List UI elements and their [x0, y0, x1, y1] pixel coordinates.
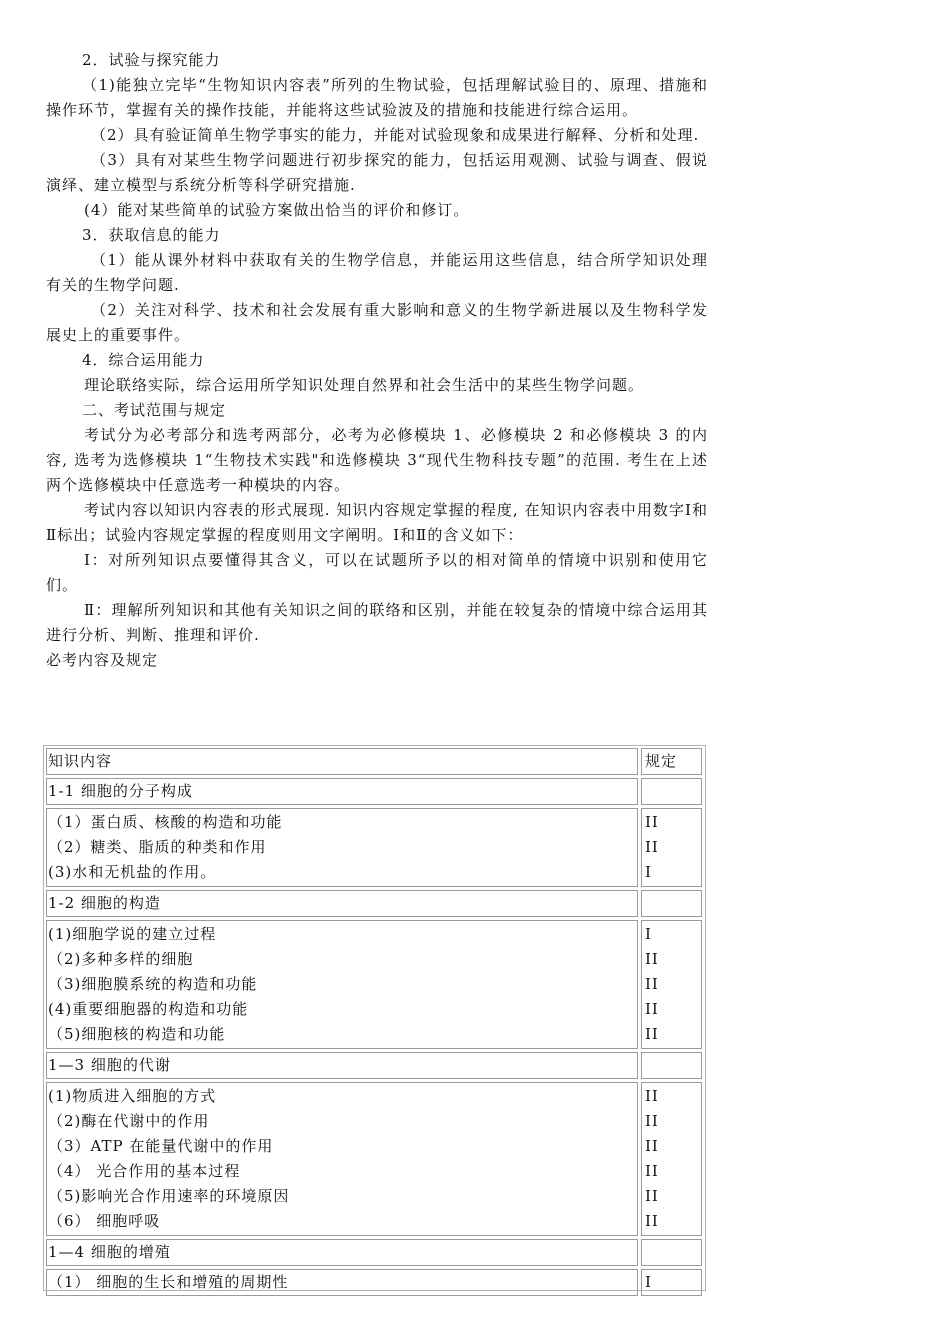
table-header-row — [46, 748, 703, 775]
item-level: II — [645, 950, 659, 968]
section-items-row — [46, 808, 703, 887]
item-level: II — [645, 1137, 659, 1155]
section-title-requirement — [641, 1239, 702, 1266]
item-level: II — [645, 1187, 659, 1205]
section-items-row — [46, 1269, 703, 1296]
paragraph: Ⅱ：理解所列知识和其他有关知识之间的联络和区别，并能在较复杂的情境中综合运用其进行分析、判断、推理和评价. — [46, 601, 708, 644]
item-level: II — [645, 1087, 659, 1105]
requirements-table — [43, 745, 706, 1291]
item-level: II — [645, 1000, 659, 1018]
item-level: II — [645, 1112, 659, 1130]
paragraph: （1)能独立完毕“生物知识内容表”所列的生物试验，包括理解试验目的、原理、措施和操作环节，掌握有关的操作技能，并能将这些试验波及的措施和技能进行综合运用。 — [46, 76, 708, 119]
section-heading: 2．试验与探究能力 — [82, 51, 221, 69]
item-level: II — [645, 1212, 659, 1230]
paragraph: （1）能从课外材料中获取有关的生物学信息，并能运用这些信息，结合所学知识处理有关的生物学问题. — [46, 251, 708, 294]
paragraph: (4）能对某些简单的试验方案做出恰当的评价和修订。 — [84, 201, 470, 219]
section-title: 1—4 细胞的增殖 — [46, 1239, 638, 1266]
item-text: (3)水和无机盐的作用。 — [48, 863, 217, 881]
section-levels — [641, 1269, 702, 1296]
item-text: （4） 光合作用的基本过程 — [48, 1162, 241, 1180]
item-text: （2)多种多样的细胞 — [48, 950, 194, 968]
item-level: I — [645, 1273, 652, 1291]
section-items — [46, 1269, 638, 1296]
item-text: (4)重要细胞器的构造和功能 — [48, 1000, 249, 1018]
paragraph: 理论联络实际，综合运用所学知识处理自然界和社会生活中的某些生物学问题。 — [84, 376, 645, 394]
section-heading: 3．获取信息的能力 — [82, 226, 221, 244]
section-title-row — [46, 1052, 703, 1079]
section-title: 1-1 细胞的分子构成 — [46, 778, 638, 805]
section-items — [46, 1082, 638, 1236]
item-level: II — [645, 975, 659, 993]
item-level: II — [645, 838, 659, 856]
item-text: (1)物质进入细胞的方式 — [48, 1087, 217, 1105]
document-body — [46, 48, 708, 688]
item-text: （2)酶在代谢中的作用 — [48, 1112, 210, 1130]
paragraph: 考试内容以知识内容表的形式展现. 知识内容规定掌握的程度, 在知识内容表中用数字Ⅰ和Ⅱ标出；试验内容规定掌握的程度则用文字阐明。Ⅰ和Ⅱ的含义如下： — [46, 501, 708, 544]
item-text: （5)细胞核的构造和功能 — [48, 1025, 226, 1043]
section-levels — [641, 808, 702, 887]
section-items-row — [46, 920, 703, 1049]
section-levels — [641, 920, 702, 1049]
item-text: (1)细胞学说的建立过程 — [48, 925, 217, 943]
paragraph: （2）关注对科学、技术和社会发展有重大影响和意义的生物学新进展以及生物科学发展史上的重要事件。 — [46, 301, 708, 344]
item-level: I — [645, 925, 652, 943]
header-requirement: 规定 — [641, 748, 702, 775]
section-title-requirement — [641, 890, 702, 917]
item-level: II — [645, 813, 659, 831]
item-text: （2）糖类、脂质的种类和作用 — [48, 838, 267, 856]
item-text: （1） 细胞的生长和增殖的周期性 — [48, 1273, 289, 1291]
section-items — [46, 920, 638, 1049]
paragraph: （2）具有验证简单生物学事实的能力，并能对试验现象和成果进行解释、分析和处理. — [91, 126, 700, 144]
section-heading: 4．综合运用能力 — [82, 351, 205, 369]
section-title-row — [46, 1239, 703, 1266]
section-items — [46, 808, 638, 887]
section-title-requirement — [641, 778, 702, 805]
item-level: II — [645, 1162, 659, 1180]
table-caption: 必考内容及规定 — [46, 651, 159, 669]
paragraph: Ⅰ：对所列知识点要懂得其含义，可以在试题所予以的相对简单的情境中识别和使用它们。 — [46, 551, 708, 594]
item-text: （3）ATP 在能量代谢中的作用 — [48, 1137, 274, 1155]
item-level: II — [645, 1025, 659, 1043]
item-text: （1）蛋白质、核酸的构造和功能 — [48, 813, 283, 831]
section-title-row — [46, 890, 703, 917]
item-level: I — [645, 863, 652, 881]
section-title: 1-2 细胞的构造 — [46, 890, 638, 917]
item-text: （6） 细胞呼吸 — [48, 1212, 161, 1230]
header-knowledge: 知识内容 — [46, 748, 638, 775]
paragraph: （3）具有对某些生物学问题进行初步探究的能力，包括运用观测、试验与调查、假说演绎、建立模型与系统分析等科学研究措施. — [46, 151, 708, 194]
section-levels — [641, 1082, 702, 1236]
section-heading: 二、考试范围与规定 — [82, 401, 227, 419]
section-title-requirement — [641, 1052, 702, 1079]
paragraph: 考试分为必考部分和选考两部分，必考为必修模块 1、必修模块 2 和必修模块 3 的内容, 选考为选修模块 1“生物技术实践"和选修模块 3“现代生物科技专题”的范围. 考生在上述两个选修模块中任意选考一种模块的内容。 — [46, 426, 708, 494]
item-text: （5)影响光合作用速率的环境原因 — [48, 1187, 290, 1205]
section-items-row — [46, 1082, 703, 1236]
section-title: 1—3 细胞的代谢 — [46, 1052, 638, 1079]
section-title-row — [46, 778, 703, 805]
item-text: （3)细胞膜系统的构造和功能 — [48, 975, 258, 993]
